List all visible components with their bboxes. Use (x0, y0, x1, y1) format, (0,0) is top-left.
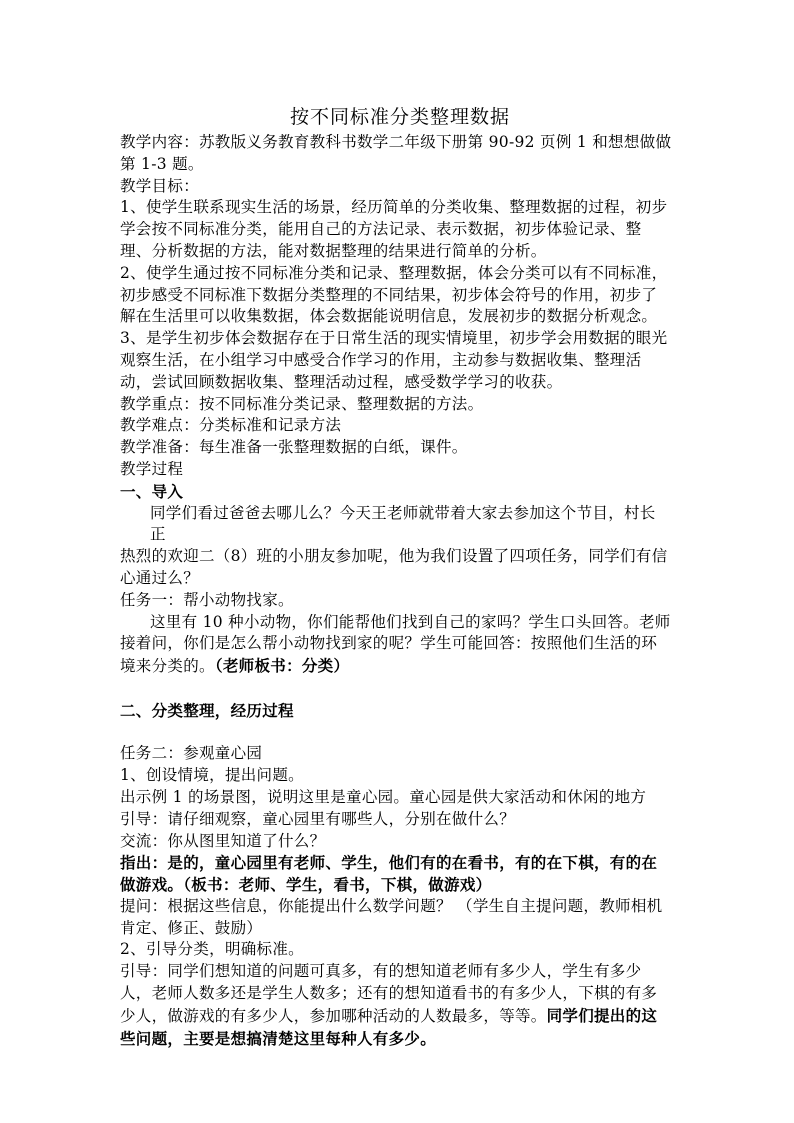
key-point: 教学重点：按不同标准分类记录、整理数据的方法。 (120, 394, 484, 413)
show-example-line: 出示例 1 的场景图，说明这里是童心园。童心园是供大家活动和休闲的地方 (120, 787, 647, 806)
teaching-content-line: 第 1-3 题。 (120, 154, 204, 173)
point-out-line: 指出：是的，童心园里有老师、学生，他们有的在看书，有的在下棋，有的在 (120, 853, 658, 873)
intro-line: 心通过么？ (120, 568, 200, 587)
difficulty: 教学难点：分类标准和记录方法 (120, 416, 342, 435)
guide-2-line: 些问题，主要是想搞清楚这里每种人有多少。 (120, 1028, 437, 1048)
goal-2-line: 2、使学生通过按不同标准分类和记录、整理数据，体会分类可以有不同标准， (120, 263, 668, 282)
step-1: 1、创设情境，提出问题。 (120, 766, 304, 785)
goal-1-line: 1、使学生联系现实生活的场景，经历简单的分类收集、整理数据的过程，初步 (120, 198, 668, 217)
guide-2-line: 人，老师人数多还是学生人数多；还有的想知道看书的有多少人，下棋的有多 (120, 984, 658, 1003)
blank-line (120, 678, 680, 700)
guide-2-line: 引导：同学们想知道的问题可真多，有的想知道老师有多少人，学生有多少 (120, 962, 642, 981)
preparation: 教学准备：每生准备一张整理数据的白纸，课件。 (120, 438, 468, 457)
task-2-heading: 任务二：参观童心园 (120, 744, 263, 763)
goal-1-line: 学会按不同标准分类，能用自己的方法记录、表示数据，初步体验记录、整 (120, 220, 642, 239)
question-line: 肯定、修正、鼓励） (120, 918, 263, 937)
goal-3-line: 3、是学生初步体会数据存在于日常生活的现实情境里，初步学会用数据的眼光 (120, 329, 668, 348)
intro-line: 正 (150, 525, 166, 544)
intro-line: 热烈的欢迎二（8）班的小朋友参加呢，他为我们设置了四项任务，同学们有信 (120, 547, 668, 566)
point-out-line: 做游戏。（板书：老师、学生，看书，下棋，做游戏） (120, 875, 492, 895)
document-page (120, 104, 680, 1049)
blank-line (120, 722, 680, 744)
task-1-line: 这里有 10 种小动物，你们能帮他们找到自己的家吗？学生口头回答。老师 (150, 612, 671, 631)
board-note: （老师板书：分类） (214, 656, 350, 676)
guide-2-line-text: 少人，做游戏的有多少人，参加哪种活动的人数最多，等等。 (120, 1006, 547, 1025)
guide-1-line: 引导：请仔细观察，童心园里有哪些人，分别在做什么？ (120, 809, 516, 828)
goal-2-line: 初步感受不同标准下数据分类整理的不同结果，初步体会符号的作用，初步了 (120, 285, 658, 304)
exchange-line: 交流：你从图里知道了什么？ (120, 831, 326, 850)
process-heading: 教学过程 (120, 459, 184, 478)
goal-3-line: 观察生活，在小组学习中感受合作学习的作用，主动参与数据收集、整理活 (120, 350, 642, 369)
guide-2-line (120, 1005, 680, 1028)
intro-line: 同学们看过爸爸去哪儿么？今天王老师就带着大家去参加这个节目，村长 (150, 503, 656, 522)
teaching-content-line: 教学内容：苏教版义务教育教科书数学二年级下册第 90-92 页例 1 和想想做做 (120, 133, 672, 151)
section-1-heading: 一、导入 (120, 481, 184, 501)
goals-heading: 教学目标： (120, 176, 200, 195)
guide-2-bold-text: 同学们提出的这 (546, 1005, 658, 1025)
task-1-line: 接着问，你们是怎么帮小动物找到家的呢？学生可能回答：按照他们生活的环 (120, 634, 658, 653)
task-1-line-text: 境来分类的。 (120, 657, 215, 676)
task-1-heading: 任务一：帮小动物找家。 (120, 590, 294, 609)
document-title: 按不同标准分类整理数据 (289, 106, 510, 128)
section-2-heading: 二、分类整理，经历过程 (120, 700, 294, 720)
goal-1-line: 理、分析数据的方法，能对数据整理的结果进行简单的分析。 (120, 241, 547, 260)
step-2: 2、引导分类，明确标准。 (120, 940, 304, 959)
goal-2-line: 解在生活里可以收集数据，体会数据能说明信息，发展初步的数据分析观念。 (120, 307, 658, 326)
goal-3-line: 动，尝试回顾数据收集、整理活动过程，感受数学学习的收获。 (120, 372, 563, 391)
question-line: 提问：根据这些信息，你能提出什么数学问题？ （学生自主提问题，教师相机 (120, 896, 663, 915)
task-1-line (120, 655, 680, 678)
